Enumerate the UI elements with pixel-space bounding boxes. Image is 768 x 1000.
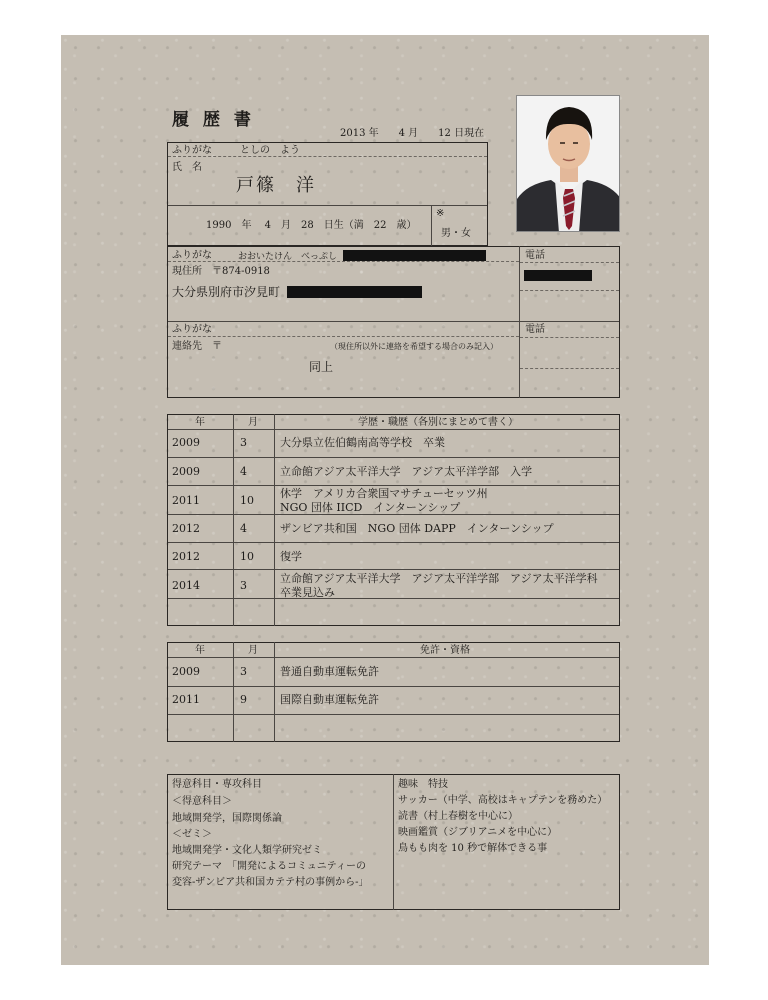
license-row-2-year: 2011: [172, 693, 200, 706]
license-row-1-month: 3: [240, 665, 247, 678]
history-row-2-year: 2009: [172, 465, 200, 478]
history-row-3-month: 10: [240, 494, 254, 507]
history-row-3-text-line-2: NGO 団体 IICD インターンシップ: [280, 501, 461, 514]
date-as-of: 2013 年 4 月 12 日現在: [340, 128, 485, 139]
name-furigana-value: としの よう: [240, 145, 300, 156]
license-row-2-text: 国際自動車運転免許: [280, 693, 379, 706]
subjects-line-3: 地域開発学，国際関係論: [172, 813, 282, 824]
history-header-detail: 学歴・職歴（各別にまとめて書く）: [358, 417, 518, 428]
hobbies-line-2: サッカー（中学、高校はキャプテンを務めた）: [398, 795, 608, 806]
subjects-line-5: 地域開発学・文化人類学研究ゼミ: [172, 845, 322, 856]
history-header-year: 年: [195, 417, 205, 428]
subjects-line-2: ＜得意科目＞: [172, 796, 232, 807]
history-row-6-text-line-1: 立命館アジア太平洋大学 アジア太平洋学部 アジア太平洋学科: [280, 572, 598, 585]
history-row-5-text: 復学: [280, 550, 302, 563]
hobbies-line-1: 趣味 特技: [398, 779, 448, 790]
name-furigana-label: ふりがな: [172, 145, 212, 156]
gender: 男・女: [441, 228, 471, 239]
address-value: 大分県別府市汐見町: [172, 285, 281, 299]
phone-label: 電話: [525, 250, 545, 261]
history-row-5-month: 10: [240, 550, 254, 563]
subjects-line-1: 得意科目・専攻科目: [172, 779, 262, 790]
history-row-1-month: 3: [240, 436, 247, 449]
redacted-address: [287, 286, 422, 298]
contact-note: （現住所以外に連絡を希望する場合のみ記入）: [330, 342, 498, 351]
history-row-6-month: 3: [240, 579, 247, 592]
license-header-month: 月: [248, 645, 258, 656]
address-label: 現住所 〒874-0918: [172, 266, 270, 277]
contact-phone-label: 電話: [525, 324, 545, 335]
contact-value: 同上: [309, 360, 334, 374]
license-row-2-month: 9: [240, 693, 247, 706]
contact-label: 連絡先 〒: [172, 341, 222, 352]
redacted-phone: [524, 270, 592, 281]
license-header-year: 年: [195, 645, 205, 656]
redacted-address-furigana: [343, 250, 486, 261]
address-furigana-label: ふりがな: [172, 250, 212, 261]
name-label: 氏 名: [172, 162, 202, 173]
history-row-1-year: 2009: [172, 436, 200, 449]
subjects-line-6: 研究テーマ 「開発によるコミュニティーの: [172, 861, 366, 872]
hobbies-line-3: 読書（村上春樹を中心に）: [398, 811, 518, 822]
history-row-1-text: 大分県立佐伯鶴南高等学校 卒業: [280, 436, 445, 449]
history-row-3-year: 2011: [172, 494, 200, 507]
address-furigana-value: おおいたけん べっぷし: [238, 252, 338, 262]
history-row-2-text: 立命館アジア太平洋大学 アジア太平洋学部 入学: [280, 465, 533, 478]
subjects-line-4: ＜ゼミ＞: [172, 829, 212, 840]
history-header-month: 月: [248, 417, 258, 428]
resume-title: 履 歴 書: [172, 110, 255, 130]
history-row-6-text-line-2: 卒業見込み: [280, 586, 335, 599]
hobbies-line-4: 映画鑑賞（ジブリアニメを中心に）: [398, 827, 558, 838]
license-row-1-year: 2009: [172, 665, 200, 678]
history-row-6-year: 2014: [172, 579, 200, 592]
portrait-photo: [516, 95, 620, 232]
history-row-5-year: 2012: [172, 550, 200, 563]
history-row-4-month: 4: [240, 522, 247, 535]
license-row-1-text: 普通自動車運転免許: [280, 665, 379, 678]
subjects-line-7: 変容-ザンビア共和国カテテ村の事例から-」: [172, 877, 369, 888]
name-value: 戸篠 洋: [236, 175, 316, 196]
history-row-4-year: 2012: [172, 522, 200, 535]
history-row-3-text-line-1: 休学 アメリカ合衆国マサチューセッツ州: [280, 487, 488, 500]
license-header-detail: 免許・資格: [420, 645, 470, 656]
contact-furigana-label: ふりがな: [172, 324, 212, 335]
note-mark: ※: [436, 208, 445, 219]
birth-date: 1990 年 4 月 28 日生（満 22 歳）: [206, 220, 417, 231]
hobbies-line-5: 鳥もも肉を 10 秒で解体できる事: [398, 843, 548, 854]
history-row-4-text: ザンビア共和国 NGO 団体 DAPP インターンシップ: [280, 522, 554, 535]
history-row-2-month: 4: [240, 465, 247, 478]
